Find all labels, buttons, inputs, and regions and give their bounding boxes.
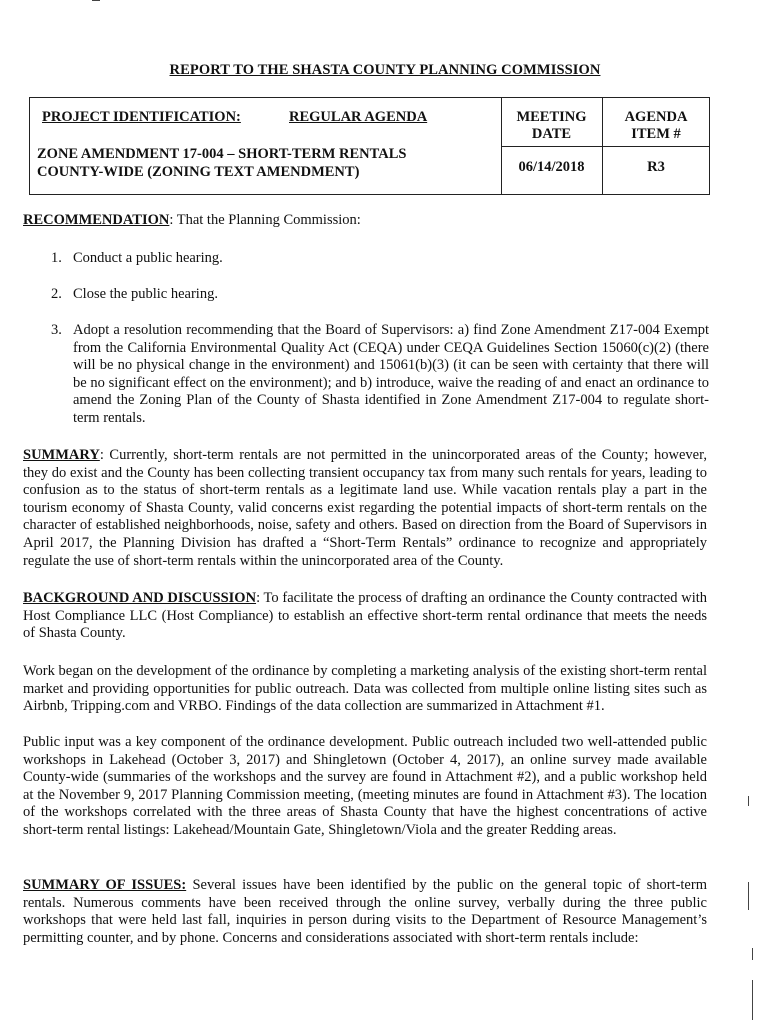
summary-of-issues-paragraph xyxy=(23,877,707,947)
agenda-item-value: R3 xyxy=(647,159,665,175)
background-paragraph xyxy=(23,590,707,643)
project-title-line1: ZONE AMENDMENT 17-004 – SHORT-TERM RENTALS xyxy=(37,146,407,162)
box-divider xyxy=(501,146,709,147)
agenda-item-label-line2: ITEM # xyxy=(631,126,681,142)
meeting-date-label-line1: MEETING xyxy=(516,109,587,125)
summary-paragraph xyxy=(23,447,707,570)
summary-of-issues-heading: SUMMARY OF ISSUES: xyxy=(23,877,187,893)
recommendation-intro xyxy=(23,212,707,230)
meeting-date-value: 06/14/2018 xyxy=(518,159,585,175)
scan-mark xyxy=(752,948,753,960)
background-heading: BACKGROUND AND DISCUSSION xyxy=(23,590,257,606)
list-item-number: 1. xyxy=(51,250,62,266)
summary-heading: SUMMARY xyxy=(23,447,100,463)
project-identification-label: PROJECT IDENTIFICATION: xyxy=(42,109,241,125)
summary-text: : Currently, short-term rentals are not permitted in the unincorporated areas of the County; however, they do exist and the County has been collecting transient occupancy tax from many such rentals for years, leading to confusion as to the status of short-term rentals as a legitimate land use. While vacation rentals play a part in the tourism economy of Shasta County, valid concerns exist regarding the potential impacts of short-term rentals on the character of established neighborhoods, noise, safety and others. Based on direction from the Board of Supervisors in April 2017, the Planning Division has drafted a “Short-Term Rentals” ordinance to recognize and appropriately regulate the use of short-term rentals within the unincorporated area of the County. xyxy=(23,447,707,569)
agenda-type-label: REGULAR AGENDA xyxy=(289,109,428,125)
scan-mark xyxy=(92,0,100,1)
list-item: Adopt a resolution recommending that the Board of Supervisors: a) find Zone Amendment Z17-004 Exempt from the California Environmental Quality Act (CEQA) under CEQA Guidelines Section 15060(c)(2) (there will be no physical change in the environment) and 15061(b)(3) (it can be seen with certainty that there will be no significant effect on the environment); and b) introduce, waive the reading of and enact an ordinance to amend the Zoning Plan of the County of Shasta identified in Zone Amendment Z17-004 to regulate short-term rentals. xyxy=(73,322,709,426)
report-title: REPORT TO THE SHASTA COUNTY PLANNING COMMISSION xyxy=(169,62,601,78)
scan-mark xyxy=(748,796,749,806)
agenda-item-label-line1: AGENDA xyxy=(624,109,688,125)
scan-mark xyxy=(748,882,749,910)
recommendation-text: : That the Planning Commission: xyxy=(169,212,361,228)
background-text: : To facilitate the process of drafting an ordinance the County contracted with Host Compliance LLC (Host Compliance) to establish an effective short-term rental ordinance that meets the needs of Shasta County. xyxy=(23,590,707,642)
list-item-number: 3. xyxy=(51,322,62,338)
work-paragraph: Work began on the development of the ordinance by completing a marketing analysis of the existing short-term rental market and providing opportunities for public outreach. Data was collected from multiple online listing sites such as Airbnb, Tripping.com and VRBO. Findings of the data collection are summarized in Attachment #1. xyxy=(23,663,707,715)
project-title-line2: COUNTY-WIDE (ZONING TEXT AMENDMENT) xyxy=(37,164,360,180)
public-input-paragraph: Public input was a key component of the ordinance development. Public outreach included two well-attended public workshops in Lakehead (October 3, 2017) and Shingletown (October 4, 2017), an online survey made available County-wide (summaries of the workshops and the survey are found in Attachment #2), and a public workshop held at the November 9, 2017 Planning Commission meeting, (meeting minutes are found in Attachment #3). The location of the workshops correlated with the three areas of Shasta County that have the highest concentrations of active short-term rental listings: Lakehead/Mountain Gate, Shingletown/Viola and the greater Redding areas. xyxy=(23,734,707,838)
list-item: Close the public hearing. xyxy=(73,286,218,302)
meeting-date-label-line2: DATE xyxy=(531,126,572,142)
list-item: Conduct a public hearing. xyxy=(73,250,223,266)
project-header-box xyxy=(29,97,710,195)
scan-mark xyxy=(752,980,753,1020)
summary-of-issues-text: Several issues have been identified by the public on the general topic of short-term rentals. Numerous comments have been received through the online survey, verbally during the three public workshops that were held last fall, inquiries in person during visits to the Department of Resource Management’s permitting counter, and by phone. Concerns and considerations associated with short-term rentals include: xyxy=(23,877,707,946)
list-item-number: 2. xyxy=(51,286,62,302)
recommendation-heading: RECOMMENDATION xyxy=(23,212,170,228)
